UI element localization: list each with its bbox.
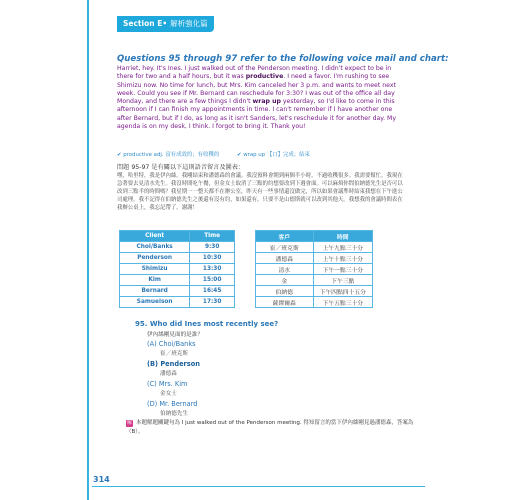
table-cell: Choi/Banks (120, 242, 190, 253)
table-row (120, 242, 235, 253)
option-c: (C) Mrs. Kim (147, 380, 188, 388)
table-row (256, 242, 373, 253)
table-row (256, 286, 373, 297)
translation-text: 嘿，哈里特，我是伊內絲。我剛結束和潘德森的會議。我沒預料會開到兩個半小時，不過收穫很多。我需要幫忙。我現在急著要去見清水先生。我沒時間吃午餐，但金女士取消了三點的約想要改到下週會面。可以麻煩你問伯納德先生是否可以改到三點半的時間嗎？我星期一一整天都不在辦公室，昨天有一些事情還沒做完，所以如果會議準時結束我想在下午進公司處理。我不記得在伯納德先生之後還有沒有約，如果還有，只要不是山德斯就可以改到其他天。我想我的會議時間表在我辦公桌上，我忘記帶了。謝謝！ (117, 173, 403, 211)
table-row (256, 275, 373, 286)
schedule-table-zh (255, 230, 373, 308)
table-cell: 15:00 (190, 275, 235, 286)
table-cell: Kim (120, 275, 190, 286)
question-text-zh: 伊內絲剛見面的是誰？ (147, 332, 203, 338)
vocab-item: ✔ wrap up 【口】完成；結束 (236, 152, 310, 158)
option-d-zh: 伯納德先生 (160, 411, 188, 417)
question-heading: Questions 95 through 97 refer to the following voice mail and chart: (117, 54, 449, 64)
table-cell: 17:30 (190, 297, 235, 308)
table-cell: 9:30 (190, 242, 235, 253)
explanation-icon: 解 (126, 420, 132, 426)
table-row (120, 275, 235, 286)
passage-text: . I need a favor. I'm rushing to see Shimizu now. No time for lunch, but Mrs. Kim canceled her 3 p.m. and wants to meet next week. Could you see if Mr. Bernard can reschedule for 3:30? I was out of the office all day Monday, and there are a few things I didn't (117, 73, 396, 106)
table-row (120, 253, 235, 264)
table-cell: 下午四點四十五分 (313, 286, 372, 297)
table-cell: 下午三點 (313, 275, 372, 286)
table-cell: 上午十點三十分 (313, 253, 372, 264)
explanation-text: 本題解題關鍵句為 I just walked out of the Penderson meeting. 得知留言的當下伊內絲剛見過潘德森，答案為（B）。 (126, 420, 414, 435)
section-label: Section E (123, 19, 163, 28)
page-number: 314 (93, 475, 110, 484)
footer-line (92, 486, 425, 487)
table-cell: 10:30 (190, 253, 235, 264)
section-sub: 解析強化篇 (170, 19, 208, 28)
table-cell: Penderson (120, 253, 190, 264)
table-row (256, 253, 373, 264)
passage-keyword: productive (245, 73, 284, 81)
table-row (256, 297, 373, 308)
table-cell: 金 (256, 275, 314, 286)
table-cell: 下午五點三十分 (313, 297, 372, 308)
vocab-row (117, 150, 407, 158)
table-cell: 潘德森 (256, 253, 314, 264)
schedule-table-en (119, 230, 235, 308)
table-cell: 薩繆爾森 (256, 297, 314, 308)
table-cell: Samuelson (120, 297, 190, 308)
left-border (87, 0, 89, 500)
table-row (120, 286, 235, 297)
voicemail-passage (117, 65, 403, 131)
table-cell: 清水 (256, 264, 314, 275)
table-cell: 上午九點三十分 (313, 242, 372, 253)
translation-title: 問題 95-97 是有關以下這則語音留言及圖表： (117, 164, 245, 171)
passage-text: Harriet, hey. It's Ines. I just walked out of the Penderson meeting. I didn't expect to be in there for two and a half hours, but it was (117, 65, 392, 81)
option-a-zh: 崔／班克斯 (160, 351, 188, 357)
table-cell: Bernard (120, 286, 190, 297)
option-b: (B) Penderson (147, 360, 200, 368)
table-cell: 下午一點三十分 (313, 264, 372, 275)
table-cell: 13:30 (190, 264, 235, 275)
table-row (256, 264, 373, 275)
table-header: Time (190, 231, 235, 242)
question-text: 95. Who did Ines most recently see? (135, 320, 279, 328)
section-tab: Section E• 解析強化篇 (117, 16, 214, 32)
table-header: Client (120, 231, 190, 242)
option-d: (D) Mr. Bernard (147, 400, 198, 408)
table-cell: Shimizu (120, 264, 190, 275)
table-cell: 伯納德 (256, 286, 314, 297)
table-cell: 16:45 (190, 286, 235, 297)
option-c-zh: 金女士 (160, 391, 177, 397)
table-cell: 崔／班克斯 (256, 242, 314, 253)
passage-keyword: wrap up (252, 98, 281, 106)
explanation (126, 419, 416, 436)
table-header: 客戶 (256, 231, 314, 242)
table-header: 時間 (313, 231, 372, 242)
option-a: (A) Choi/Banks (147, 340, 196, 348)
table-row (120, 297, 235, 308)
passage-text: yesterday, so I'd like to come in this afternoon if I can finish my appointments in time. I can't remember if I have another one after Bernard, but if I do, as long as it isn't Sanders, let's reschedule it for another day. My agenda is on my desk, I think. I forgot to bring it. Thank you! (117, 98, 397, 131)
option-b-zh: 潘德森 (160, 371, 177, 377)
vocab-item: ✔ productive adj. 富有成效的；有收穫的 (117, 152, 220, 158)
table-row (120, 264, 235, 275)
